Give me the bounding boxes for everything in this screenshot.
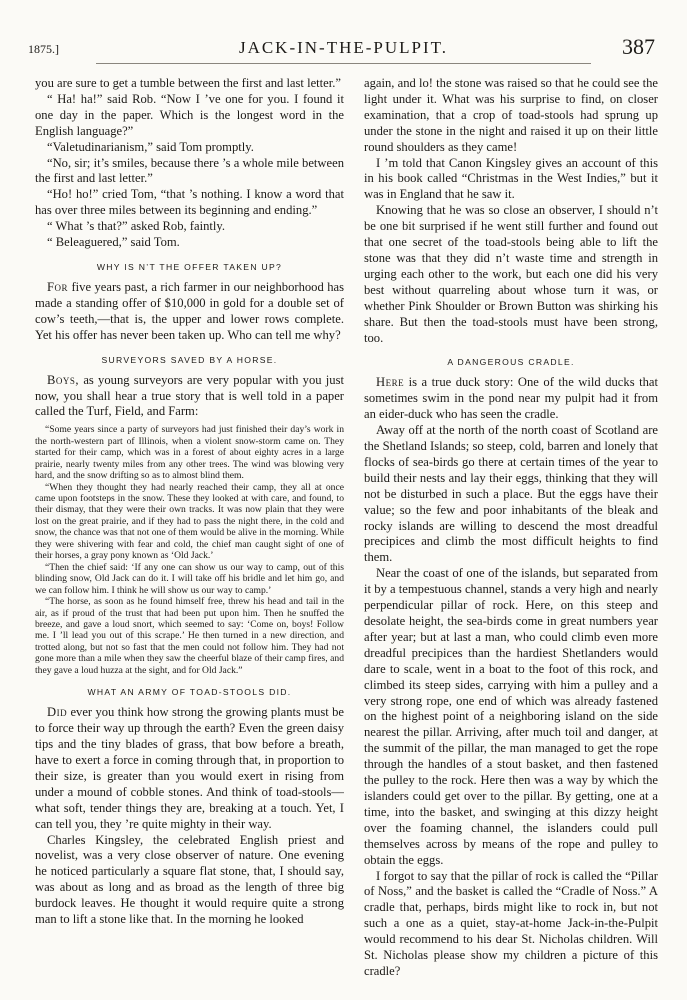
page-number: 387 [622,34,655,59]
running-header [0,0,687,70]
header-title: JACK-IN-THE-PULPIT. [238,38,449,57]
paragraph [35,705,344,832]
paragraph: “Valetudinarianism,” said Tom promptly. [47,139,254,154]
paragraph: Away off at the north of the north coast of Scotland are the Shetland Islands; so steep, cold, barren and lonely that flocks of sea-birds go there at certain times of the year to build their nests and lay their eggs, thinking that they will not be disturbed in such a place. But the eggs have their value; so the few and poor inhabitants of the bleak and rocky islands are willing to descend the most dreadful precipices and climb the most difficult heights to find them. [364,423,658,565]
paragraph: Knowing that he was so close an observer, I should n’t be one bit surprised if he went still further and found out that one secret of the toad-stools being able to lift the stone was that they did n’t waste time and strength in urging each other to the work, but each one did his very best without quarreling about whose turn it was, or whether Pink Shoulder or Brown Button was shirking his share. But then the toad-stools must have been strong, too. [364,203,658,345]
lead-word: Boys, [47,372,80,387]
header-rule [96,63,591,64]
paragraph: “ What ’s that?” asked Rob, faintly. [47,219,226,234]
paragraph: “No, sir; it’s smiles, because there ’s a whole mile between the first and last letter.” [35,155,344,186]
paragraph: “ Ha! ha!” said Rob. “Now I ’ve one for you. I found it one day in the paper. Which is the longest word in the English language?” [35,91,344,138]
paragraph [364,375,658,423]
header-year: 1875.] [28,42,59,56]
paragraph: Charles Kingsley, the celebrated English priest and novelist, was a very close observer of nature. One evening he noticed particularly a square flat stone, that, I should say, was about as long and as broad as the length of three big burdock leaves. He thought it would require quite a strong man to lift a stone like that. In the morning he looked [35,832,344,927]
quoted-paragraph: “The horse, as soon as he found himself free, threw his head and tail in the air, as if proud of the trust that had been put upon him. Then he snuffed the breeze, and gave a loud snort, which seemed to say: ‘Come on, boys! Follow me. I ’ll lead you out of this scrape.’ He then turned in a new direction, and trotted along, but not so fast that the men could not follow him. They had not gone more than a mile when they saw the cheerful blaze of their camp fires, and they gave a loud huzza at the sight, and for Old Jack.” [35,596,344,676]
section-heading: SURVEYORS SAVED BY A HORSE. [101,354,278,365]
paragraph [35,280,344,344]
left-column [35,76,344,992]
paragraph: “Ho! ho!” cried Tom, “that ’s nothing. I know a word that has over three miles between its beginning and ending.” [35,187,344,218]
paragraph-text: is a true duck story: One of the wild ducks that sometimes swim in the pond near my pulpit had it from an eider-duck who has seen the cradle. [364,375,658,422]
quoted-paragraph: “When they thought they had nearly reached their camp, they all at once came upon footsteps in the snow. These they looked at with care, and found, to their dismay, that they were their own tracks. It was now plain that they were lost on the great prairie, and if they had to pass the night there, in the cold and snow, the chance was that not one of them would be alive in the morning. While they were shivering with fear and cold, the chief man caught sight of one of their horses, a gray pony known as ‘Old Jack.’ [35,481,344,562]
right-column [364,76,658,992]
section-heading: WHY IS N’T THE OFFER TAKEN UP? [96,261,283,272]
paragraph: you are sure to get a tumble between the first and last letter.” [35,76,341,90]
paragraph: again, and lo! the stone was raised so that he could see the light under it. What was his surprise to find, on closer examination, that a crop of toad-stools had sprung up under the stone in the night and raised it up on their little round shoulders as they came! [364,76,658,154]
paragraph-text: ever you think how strong the growing plants must be to force their way up through the earth? Even the green daisy tips and the tiny blades of grass, that bow before a breath, have to exert a force in coming through that, in proportion to their size, is greater than you would exert in rising from under a mound of cobble stones. And think of toad-stools—what soft, tender things they are, breaking at a touch. Yet, I can tell you, they ’re quite mighty in their way. [35,705,344,831]
section-heading: WHAT AN ARMY OF TOAD-STOOLS DID. [87,687,292,698]
paragraph-text: as young surveyors are very popular with you just now, you shall hear a true story that is well told in a paper called the Turf, Field, and Farm: [35,372,344,419]
lead-word: For [47,279,69,294]
quoted-paragraph: “Some years since a party of surveyors had just finished their day’s work in the north-western part of Illinois, when a violent snow-storm came on. They started for their camp, which was in a forest of about eighty acres in a large prairie, nearly twenty miles from any other trees. The wind was blowing very hard, and the snow drifting so as to almost blind them. [35,424,344,482]
lead-word: Here [376,375,405,390]
quoted-paragraph: “Then the chief said: ‘If any one can show us our way to camp, out of this blinding snow, Old Jack can do it. I will take off his bridle and let him go, and we can follow him. I think he will show us our way to camp.’ [35,561,344,596]
section-heading: A DANGEROUS CRADLE. [447,357,575,368]
paragraph: I forgot to say that the pillar of rock is called the “Pillar of Noss,” and the basket is called the “Cradle of Noss.” A cradle that, perhaps, birds might like to rock in, but not such a one as a quiet, stay-at-home Jack-in-the-Pulpit would recommend to his dear St. Nicholas children. Will St. Nicholas please show my children a picture of this cradle? [364,868,658,978]
lead-word: Did [47,705,68,720]
paragraph: Near the coast of one of the islands, but separated from it by a tempestuous channel, stands a very high and nearly perpendicular pillar of rock. Here, on this steep and desolate height, the sea-birds come in great numbers year after year; but at last a man, who could climb even more dreadful precipices than the hardiest Shetlanders would dare to scale, went in a boat to the foot of this rock, and climbed its steep sides, carrying with him a pulley and a very strong rope, one end of which was already fastened on the highest point of a neighboring island on the side nearest the pillar. Arriving, after much toil and danger, at the summit of the pillar, the man managed to get the rope through the handles of a stout basket, and then fastened the pulley to the rock. Here then was a way by which the islanders could get over to the pillar. By getting, one at a time, into the basket, and swinging at this dizzy height over the foaming channel, the islanders could pull themselves across by means of the rope and pulley to obtain the eggs. [364,566,658,867]
paragraph-text: five years past, a rich farmer in our neighborhood has made a standing offer of $10,000 in gold for a double set of cow’s teeth,—that is, the upper and lower rows complete. Yet his offer has never been taken up. Who can tell me why? [35,279,344,342]
paragraph: I ’m told that Canon Kingsley gives an account of this in his book called “Christmas in the West Indies,” but it was in England that he saw it. [364,155,658,202]
paragraph: “ Beleaguered,” said Tom. [47,235,180,250]
paragraph [35,373,344,421]
